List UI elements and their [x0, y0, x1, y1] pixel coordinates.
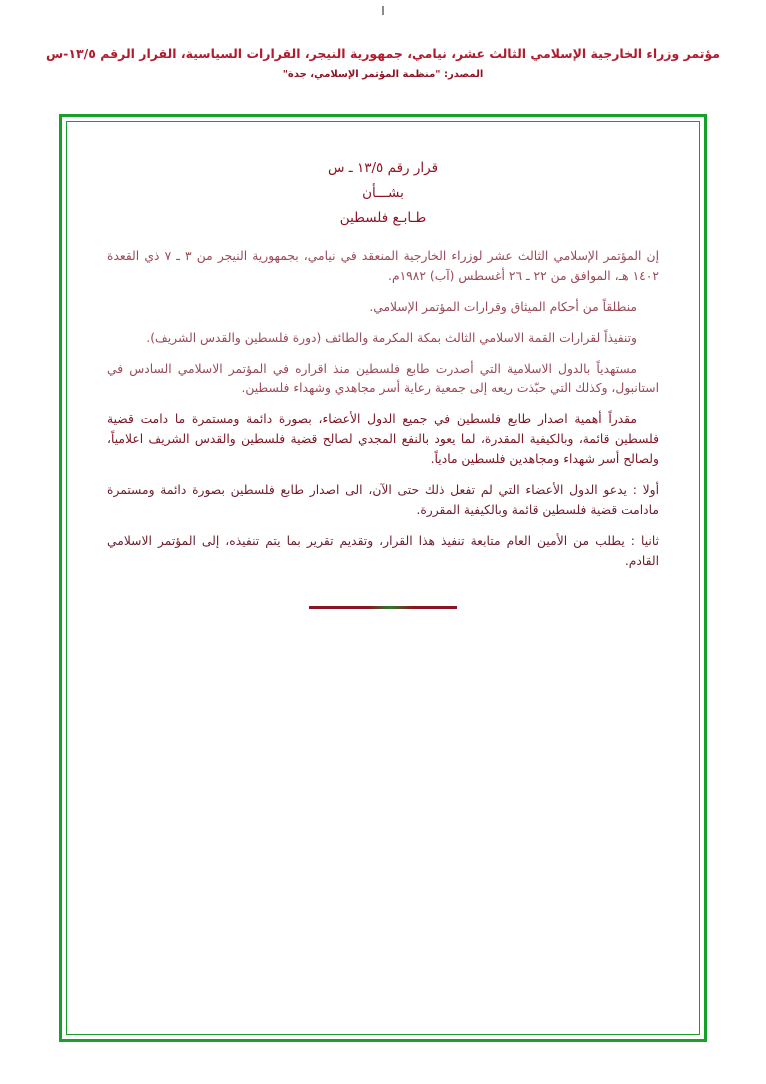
header-title: مؤتمر وزراء الخارجية الإسلامي الثالث عشر، نيامي، جمهورية النيجر، القرارات السياسية، القرار الرقم ١٣/٥-س: [45, 46, 721, 61]
page-top-tick: [382, 6, 384, 15]
paragraph: مقدراً أهمية اصدار طابع فلسطين في جميع الدول الأعضاء، بصورة دائمة ومستمرة ما دامت قضية فلسطين قائمة، وبالكيفية المقدرة، لما يعود بالنفع المجدي لصالح قضية فلسطين والقدس الشريف اعلامياً، ولصالح أسر شهداء ومجاهدين فلسطين مادياً.: [107, 412, 659, 467]
header-source: المصدر: "منظمة المؤتمر الإسلامي، جدة": [282, 68, 484, 80]
document-page: [67, 122, 699, 1034]
paragraph: منطلقاً من أحكام الميثاق وقرارات المؤتمر الإسلامي.: [369, 299, 637, 314]
decorative-rule: [309, 606, 457, 609]
document-title: [107, 156, 659, 231]
document-title-line-2: بشـــأن: [362, 184, 404, 201]
document-title-line-3: طـابـع فلسطين: [339, 209, 427, 226]
document-title-line-1: قرار رقم ١٣/٥ ـ س: [327, 160, 439, 176]
paragraph: إن المؤتمر الإسلامي الثالث عشر لوزراء الخارجية المنعقد في نيامي، بجمهورية النيجر من ٣ ـ ٧ ذي القعدة ١٤٠٢ هـ، الموافق من ٢٢ ـ ٢٦ أغسطس (آب) ١٩٨٢م.: [107, 248, 659, 283]
paragraph: وتنفيذاً لقرارات القمة الاسلامي الثالث بمكة المكرمة والطائف (دورة فلسطين والقدس الشريف).: [146, 330, 637, 345]
page-header: [0, 46, 766, 80]
paragraph-clause-first: أولا : يدعو الدول الأعضاء التي لم تفعل ذلك حتى الآن، الى اصدار طابع فلسطين بصورة دائمة ومستمرة مادامت قضية فلسطين قائمة وبالكيفية المقررة.: [107, 483, 659, 517]
document-body: [107, 247, 659, 572]
decorative-rule-wrapper: [107, 606, 659, 609]
paragraph-clause-second: ثانيا : يطلب من الأمين العام متابعة تنفيذ هذا القرار، وتقديم تقرير بما يتم تنفيذه، إلى المؤتمر الاسلامي القادم.: [107, 533, 659, 568]
paragraph: مستهدياً بالدول الاسلامية التي أصدرت طابع فلسطين منذ اقراره في المؤتمر الاسلامي السادس في استانبول، وكذلك التي حبّذت ريعه إلى جمعية رعاية أسر مجاهدي وشهداء فلسطين.: [107, 361, 659, 396]
